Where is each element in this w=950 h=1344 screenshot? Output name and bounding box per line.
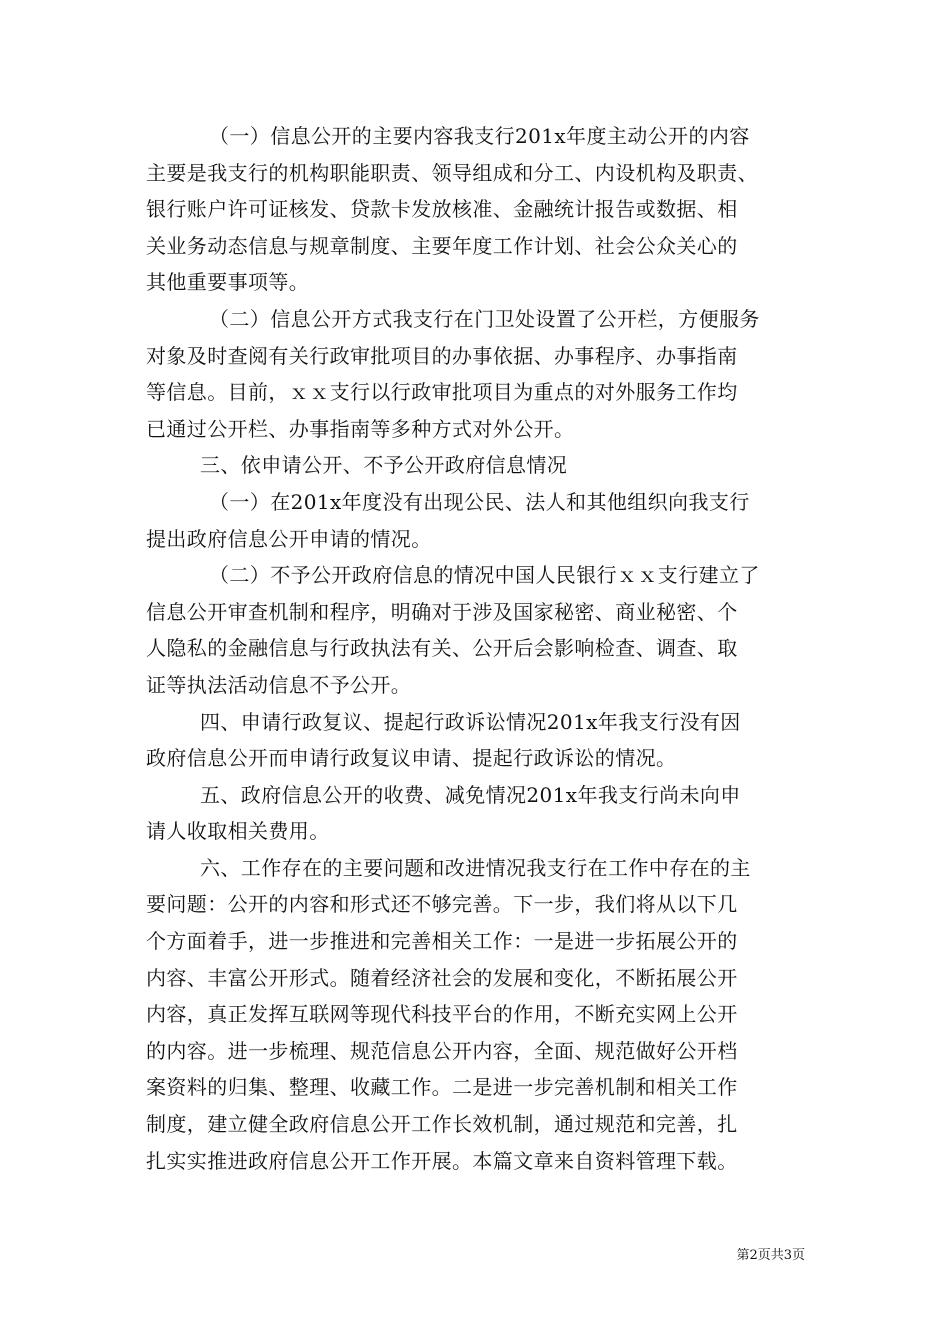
text-line: （二）不予公开政府信息的情况中国人民银行ｘｘ支行建立了 (209, 563, 760, 588)
text-line: 要问题：公开的内容和形式还不够完善。下一步，我们将从以下几 (146, 892, 738, 917)
text-line: 的内容。进一步梳理、规范信息公开内容，全面、规范做好公开档 (146, 1038, 738, 1063)
text-line: 其他重要事项等。 (146, 270, 310, 295)
text-line: 对象及时查阅有关行政审批项目的办事依据、办事程序、办事指南 (146, 343, 738, 368)
text-line: 案资料的归集、整理、收藏工作。二是进一步完善机制和相关工作 (146, 1075, 738, 1100)
text-line: 内容、丰富公开形式。随着经济社会的发展和变化，不断拓展公开 (146, 965, 738, 990)
document-body (146, 118, 810, 1179)
text-line: 五、政府信息公开的收费、减免情况201x年我支行尚未向申 (200, 782, 741, 807)
text-line: 证等执法活动信息不予公开。 (146, 672, 412, 697)
text-line: 扎实实推进政府信息公开工作开展。本篇文章来自资料管理下载。 (146, 1148, 738, 1173)
text-line: 信息公开审查机制和程序，明确对于涉及国家秘密、商业秘密、个 (146, 599, 738, 624)
text-line: 制度，建立健全政府信息公开工作长效机制，通过规范和完善，扎 (146, 1112, 738, 1137)
text-line: 等信息。目前，ｘｘ支行以行政审批项目为重点的对外服务工作均 (146, 380, 738, 405)
text-line: （二）信息公开方式我支行在门卫处设置了公开栏，方便服务 (209, 306, 760, 331)
text-line: 关业务动态信息与规章制度、主要年度工作计划、社会公众关心的 (146, 233, 738, 258)
text-line: 内容，真正发挥互联网等现代科技平台的作用，不断充实网上公开 (146, 1002, 738, 1027)
text-line: 提出政府信息公开申请的情况。 (146, 526, 432, 551)
text-line: 请人收取相关费用。 (146, 819, 330, 844)
text-line: （一）在201x年度没有出现公民、法人和其他组织向我支行 (209, 489, 750, 514)
text-line: 四、申请行政复议、提起行政诉讼情况201x年我支行没有因 (200, 709, 741, 734)
text-line: （一）信息公开的主要内容我支行201x年度主动公开的内容 (209, 124, 750, 148)
text-line: 银行账户许可证核发、贷款卡发放核准、金融统计报告或数据、相 (146, 197, 738, 222)
text-line: 人隐私的金融信息与行政执法有关、公开后会影响检查、调查、取 (146, 636, 738, 661)
text-line: 六、工作存在的主要问题和改进情况我支行在工作中存在的主 (200, 855, 751, 880)
page-number: 第2页共3页 (736, 1248, 805, 1263)
text-line: 个方面着手，进一步推进和完善相关工作：一是进一步拓展公开的 (146, 929, 738, 954)
text-line: 已通过公开栏、办事指南等多种方式对外公开。 (146, 416, 575, 441)
text-line: 三、依申请公开、不予公开政府信息情况 (200, 453, 568, 478)
text-line: 主要是我支行的机构职能职责、领导组成和分工、内设机构及职责、 (146, 160, 758, 185)
text-line: 政府信息公开而申请行政复议申请、提起行政诉讼的情况。 (146, 746, 677, 771)
